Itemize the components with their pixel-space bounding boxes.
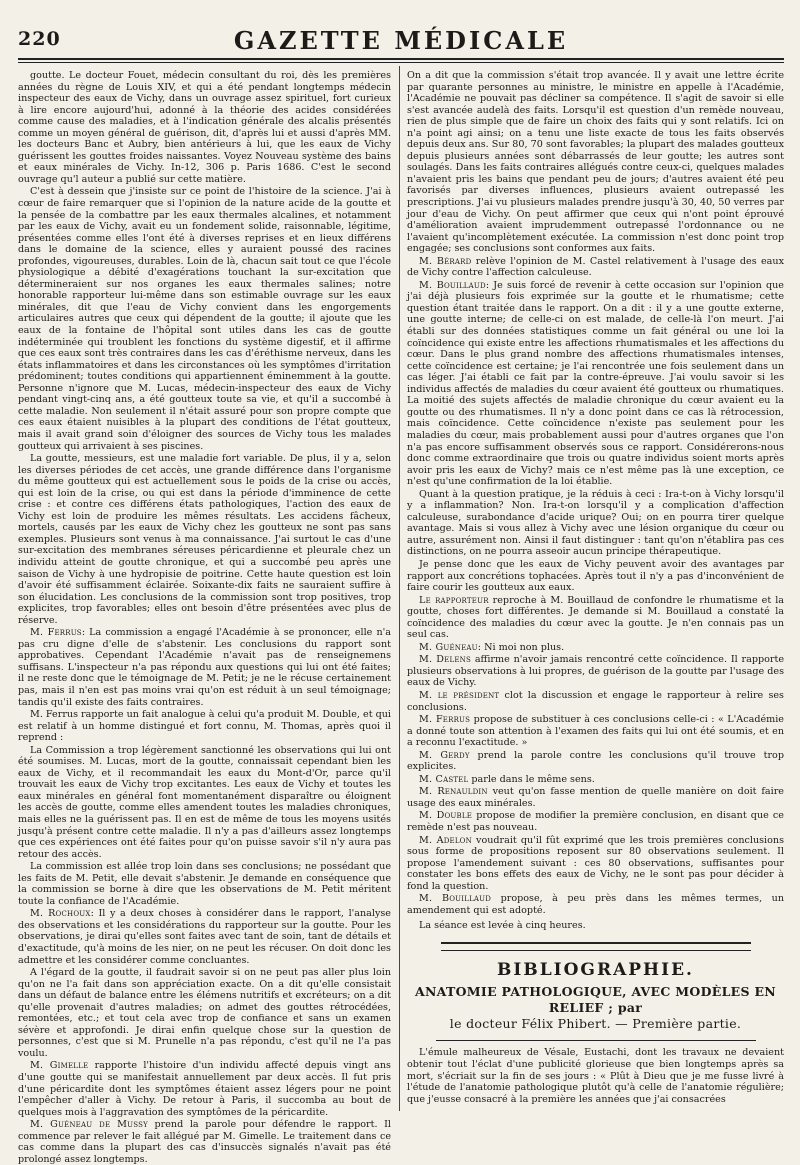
paragraph-president	[407, 690, 784, 713]
paragraph-adelon	[407, 835, 784, 893]
speaker-name: M. Double	[419, 810, 473, 822]
speech-text: clot la discussion et engage le rapporteur à relire ses conclusions.	[407, 689, 784, 713]
speaker-name: M. Guéneau	[419, 641, 478, 653]
session-closing: La séance est levée à cinq heures.	[419, 920, 586, 932]
bibliography-entry	[407, 984, 784, 1032]
paragraph-delens	[407, 654, 784, 689]
page-header	[18, 22, 784, 55]
paragraph-ferrus-1	[18, 627, 391, 708]
speaker-name: M. Guéneau de Mussy	[30, 1119, 148, 1131]
bibliography-rule	[436, 1040, 756, 1041]
paragraph-fouet: goutte. Le docteur Fouet, médecin consultant du roi, dès les premières années du règne de Louis XIV, et qui a été pendant longtemps médecin inspecteur des eaux de Vichy, dans un ouvrage assez spirituel, fort curieux à lire encore aujourd'hui, adonné à la théorie des acides considérées comme cause des maladies, et à l'indication générale des alcalis présentés comme un moyen général de guérison, dit, d'après lui et aussi d'après MM. les docteurs Banc et Aubry, bien antérieurs à lui, que les eaux de Vichy guérissent les gouttes froides naissantes. Voyez Nouveau système des bains et eaux minérales de Vichy. In-12, 306 p. Paris 1686. C'est le second ouvrage qu'l auteur a publié sur cette matière.	[18, 70, 391, 185]
bibliography-entry-author: le docteur Félix Phibert. — Première partie.	[449, 1016, 742, 1032]
paragraph-bouillaud-3: Je pense donc que les eaux de Vichy peuvent avoir des avantages par rapport aux concrétions tophacées. Après tout il n'y a pas d'inconvénient de faire courir les goutteux aux eaux.	[407, 558, 784, 594]
speaker-name: M. Gerdy	[419, 749, 470, 761]
section-separator	[441, 942, 751, 944]
speech-text: prend la parole contre les conclusions qu'il trouve trop explicites.	[407, 749, 784, 773]
paragraph-ferrus-3: La Commission a trop légèrement sanctionné les observations qui lui ont été soumises. M. Lucas, mort de la goutte, connaissait cependant bien les eaux de Vichy, et il recommandait les eaux du Mont-d'Or, parce qu'il trouvait les eaux de Vichy trop excitantes. Les eaux de Vichy et toutes les eaux minérales en général font momentanément disparaître ou éloignent les accès de goutte, comme elles amendent toutes les maladies chroniques, mais elles ne la guérissent pas. Il en est de même de tous les moyens usités jusqu'à présent contre cette maladie. Il n'y a pas d'ailleurs assez longtemps que ces expériences ont été faites pour qu'on puisse savoir s'il n'y aura pas retour des accès.	[18, 744, 391, 860]
speech-text: propose de modifier la première conclusion, en disant que ce remède n'est pas nouveau.	[407, 810, 784, 833]
speech-text: : La commission a engagé l'Académie à se prononcer, elle n'a pas cru digne d'elle de s'abstenir. Les conclusions du rapport sont approbatives. Cependant l'Académie n'avait pas de renseignemens suffisans. L'inspecteur n'a pas répondu aux questions qui lui ont été faites; il ne reste donc que le témoignage de M. Petit; je ne le récuse certainement pas, mais il n'en est pas moins vrai qu'on est réduit à un seul témoignage; tandis qu'il existe des faits contraires.	[18, 627, 391, 708]
paragraph-rapporteur	[407, 595, 784, 641]
speech-text: voudrait qu'il fût exprimé que les trois premières conclusions sous forme de propositions reposent sur 80 observations seulement. Il propose l'amendement suivant : ces 80 observations, suffisantes pour constater les bons effets des eaux de Vichy, ne le sont pas pour décider à fond la question.	[407, 834, 784, 892]
speaker-name: M. Renauldin	[419, 786, 488, 798]
journal-title: GAZETTE MÉDICALE	[233, 26, 569, 55]
speech-text: : Il y a deux choses à considérer dans le rapport, l'analyse des observations et les considérations du rapporteur sur la goutte. Pour les observations, je dirai qu'elles sont faites avec tant de soin, tant de détails et d'exactitude, qu'à moins de les nier, on ne peut les récuser. On doit donc les admettre et les considérer comme concluantes.	[18, 908, 391, 966]
speaker-name: M. Delens	[419, 654, 471, 666]
bibliography-heading: BIBLIOGRAPHIE.	[497, 959, 694, 980]
paragraph-bouillaud-4	[407, 893, 784, 916]
speaker-name: M. Gimelle	[30, 1060, 89, 1072]
paragraph-bouillaud-2: Quant à la question pratique, je la réduis à ceci : Ira-t-on à Vichy lorsqu'il y a inflammation? Non. Ira-t-on lorsqu'il y a complication d'affection calculeuse, surabondance d'acide urique? Oui; on en pourra tirer quelque avantage. Mais si vous allez à Vichy avec une lésion organique du cœur ou autre, assurément non. Ainsi il faut distinguer : tant qu'on n'établira pas ces distinctions, on ne pourra asseoir aucun principe thérapeutique.	[407, 488, 784, 558]
speaker-name: M. Ferrus	[30, 627, 82, 639]
paragraph-gerdy	[407, 750, 784, 773]
paragraph-berard	[407, 256, 784, 279]
speech-text: relève l'opinion de M. Castel relativement à l'usage des eaux de Vichy contre l'affection calculeuse.	[407, 255, 784, 279]
paragraph-gueneau-2	[407, 642, 784, 654]
right-column	[407, 70, 784, 1110]
page-number: 220	[18, 28, 61, 50]
paragraph-renauldin	[407, 786, 784, 809]
paragraph-goutte-variable: La goutte, messieurs, est une maladie fort variable. De plus, il y a, selon les diverses périodes de cet accès, une grande différence dans l'organisme du même goutteux qui est actuellement sous le poids de la crise ou accès, qui est loin de la crise, ou qui est dans la période d'imminence de cette crise : et contre ces différens états pathologiques, l'action des eaux de Vichy est loin de produire les mêmes résultats. Les accidens fâcheux, mortels, causés par les eaux de Vichy chez les goutteux ne sont pas sans exemples. Plusieurs sont venus à ma connaissance. J'ai surtout le cas d'une sur-excitation des membranes séreuses péricardienne et pleurale chez un individu atteint de goutte chronique, et qui a succombé peu après une saison de Vichy à une hydropisie de poitrine. Cette haute question est loin d'avoir été suffisamment éclairée. Soixante-dix faits ne sauraient suffire à son élucidation. Les conclusions de la commission sont trop positives, trop explicites, trop favorables; elles ont besoin d'être présentées avec plus de réserve.	[18, 453, 391, 626]
speech-text: prend la parole pour défendre le rapport. Il commence par relever le fait allégué par M. Gimelle. Le traitement dans ce cas comme dans la plupart des cas d'insuccès signalés n'avait pas été prolongé assez longtemps.	[18, 1119, 391, 1165]
speech-text: parle dans le même sens.	[471, 773, 595, 785]
paragraph-bibliography: L'émule malheureux de Vésale, Eustachi, dont les travaux ne devaient obtenir tout l'éclat d'une publicité glorieuse que bien longtemps après sa mort, s'écriait sur la fin de ses jours : « Plût à Dieu que je me fusse livré à l'étude de l'anatomie pathologique plutôt qu'à celle de l'anatomie régulière; que j'eusse consacré à la première les années que j'ai consacrées	[407, 1047, 784, 1105]
left-column	[18, 70, 391, 1165]
speech-text: : Je suis forcé de revenir à cette occasion sur l'opinion que j'ai déjà plusieurs fois exprimée sur la goutte et le rhumatisme; cette question étant traitée dans le rapport. On a dit : il y a une goutte externe, une goutte interne; de celle-ci on est malade, de celle-là l'on meurt. J'ai établi sur des données statistiques comme un fait général ou une loi la coïncidence qui existe entre les affections rhumatismales et les affections du cœur. Dans le plus grand nombre des affections rhumatismales intenses, cette coïncidence est certaine; je l'ai rencontrée une fois seulement dans un cas léger. J'ai établi ce fait par la contre-épreuve. J'ai voulu savoir si les individus affectés de maladies du cœur avaient été goutteux ou rhumatiques. La moitié des sujets affectés de maladie chronique du cœur avaient eu la goutte ou des rhumatismes. Il n'y a donc point dans ce cas là rétrocession, mais coïncidence. Cette coïncidence n'existe pas seulement pour les maladies du cœur, mais probablement aussi pour d'autres organes que l'on n'a pas encore suffisamment observés sous ce rapport. Considérerons-nous donc comme extraordinaire que trois ou quatre individus soient morts après avoir pris les eaux de Vichy? mais ce n'est même pas là une exception, ce n'est qu'une confirmation de la loi établie.	[407, 279, 784, 488]
speaker-name: M. Castel	[419, 773, 469, 785]
paragraph-commission: La commission est allée trop loin dans ses conclusions; ne possédant que les faits de M. Petit, elle devait s'abstenir. Je demande en conséquence que la commission se borne à dire que les observations de M. Petit méritent toute la confiance de l'Académie.	[18, 861, 391, 907]
speaker-name: M. le président	[419, 689, 500, 701]
speaker-name: Le rapporteur	[419, 594, 489, 606]
paragraph-ferrus-2: M. Ferrus rapporte un fait analogue à celui qu'a produit M. Double, et qui est relatif à un homme distingué et fort connu, M. Thomas, après quoi il reprend :	[18, 709, 391, 744]
paragraph-gueneau	[18, 1119, 391, 1165]
speaker-name: M. Ferrus	[419, 714, 471, 726]
section-separator-thin	[441, 950, 751, 951]
paragraph-bouillaud	[407, 280, 784, 488]
speech-text: : Ni moi non plus.	[477, 641, 565, 653]
speech-text: propose, à peu près dans les mêmes termes, un amendement qui est adopté.	[407, 893, 784, 916]
speaker-name: M. Bouillaud	[419, 279, 486, 291]
header-rule	[18, 58, 784, 63]
paragraph-insiste: C'est à dessein que j'insiste sur ce point de l'histoire de la science. J'ai à cœur de faire remarquer que si l'opinion de la nature acide de la goutte et la pensée de la combattre par les eaux thermales alcalines, et notamment par les eaux de Vichy, avait eu un fondement solide, raisonnable, légitime, présentées comme elles l'ont été à diverses reprises et en lieux différens dans le domaine de la science, elles y auraient poussé des racines profondes, vigoureuses, durables. Loin de là, chacun sait tout ce que l'école physiologique a débité d'exagérations touchant la sur-excitation que détermineraient sur nos organes les eaux thermales salines; notre honorable rapporteur lui-même dans son estimable ouvrage sur les eaux minérales, dit que l'eau de Vichy convient dans les engorgements articulaires autres que ceux qui dépendent de la goutte; il ajoute que les eaux de la fontaine de l'hôpital sont utiles dans les cas de goutte indéterminée qui troublent les fonctions du système digestif, et il affirme que ces eaux sont très contraires dans les cas d'éréthisme nerveux, dans les états inflammatoires et dans les circonstances où les symptômes d'irritation prédominent; toutes conditions qui appartiennent éminemment à la goutte. Personne n'ignore que M. Lucas, médecin-inspecteur des eaux de Vichy pendant vingt-cinq ans, a été goutteux toute sa vie, et qu'il a succombé à cette maladie. Non seulement il n'était assuré pour son propre compte que ces eaux étaient nuisibles à la plupart des conditions de l'état goutteux, mais il avait grand soin d'éloigner des sources de Vichy tous les malades goutteux qui arrivaient à ses piscines.	[18, 186, 391, 452]
speaker-name: M. Bouillaud	[419, 893, 492, 905]
paragraph-rochoux-2: A l'égard de la goutte, il faudrait savoir si on ne peut pas aller plus loin qu'on ne l'a fait dans son appréciation exacte. On a dit qu'elle consistait dans un défaut de balance entre les élémens nutritifs et excréteurs; on a dit qu'elle provenait d'autres maladies; on admet des gouttes rétrocédées, remontées, etc.; et tout cela avec trop de confiance et sans un examen sévère et approfondi. Je dirai enfin quelque chose sur la question de personnes, c'est que si M. Prunelle n'a pas répondu, c'est qu'il ne l'a pas voulu.	[18, 967, 391, 1059]
speech-text: propose de substituer à ces conclusions celle-ci : « L'Académie a donné toute son attention à l'examen des faits qui lui ont été soumis, et en a reconnu l'exactitude. »	[407, 714, 784, 749]
paragraph-double	[407, 810, 784, 833]
bibliography-entry-title: ANATOMIE PATHOLOGIQUE, AVEC MODÈLES EN RELIEF ; par	[414, 984, 777, 1016]
speaker-name: M. Rochoux	[30, 908, 91, 920]
paragraph-rochoux	[18, 908, 391, 966]
speaker-name: M. Adelon	[419, 834, 472, 846]
speech-text: affirme n'avoir jamais rencontré cette coïncidence. Il rapporte plusieurs observations à lui propres, de guérison de la goutte par l'usage des eaux de Vichy.	[407, 654, 785, 689]
paragraph-ferrus	[407, 714, 784, 749]
speech-text: rapporte l'histoire d'un individu affecté depuis vingt ans d'une goutte qui se manifestait annuellement par deux accès. Il fut pris d'une péricardite dont les symptômes étaient assez légers pour ne point l'empêcher d'aller à Vichy. De retour à Paris, il succomba au bout de quelques mois à l'aggravation des symptômes de la péricardite.	[18, 1060, 391, 1118]
paragraph-gimelle	[18, 1060, 391, 1118]
paragraph-continuation: On a dit que la commission s'était trop avancée. Il y avait une lettre écrite par quarante personnes au ministre, le ministre en appelle à l'Académie, l'Académie ne pouvait pas décliner sa compétence. Il s'agit de savoir si elle s'est avancée audelà des faits. Lorsqu'il est question d'un remède nouveau, rien de plus simple que de faire un choix des faits qui y sont relatifs. Ici on n'a point agi ainsi; on a tenu une liste exacte de tous les faits observés depuis deux ans. Sur 80, 70 sont favorables; la plupart des malades goutteux depuis plusieurs années sont débarrassés de leur goutte; les autres sont soulagés. Dans les faits contraires allégués contre ceux-ci, quelques malades n'avaient pris les bains que pendant peu de jours; d'autres avaient été peu favorisés par diverses influences, plusieurs avaient outrepassé les prescriptions. J'ai vu plusieurs malades prendre jusqu'à 30, 40, 50 verres par jour d'eau de Vichy. On peut affirmer que ceux qui n'ont point éprouvé d'amélioration avaient imprudemment outrepassé l'ordonnance ou ne l'avaient qu'incomplètement exécutée. La commission n'est donc point trop engagée; ses conclusions sont conformes aux faits.	[407, 70, 784, 255]
speech-text: veut qu'on fasse mention de quelle manière on doit faire usage des eaux minérales.	[407, 786, 784, 809]
column-divider	[399, 66, 400, 1111]
paragraph-castel	[407, 774, 784, 786]
speaker-name: M. Bérard	[419, 255, 472, 267]
speech-text: reproche à M. Bouillaud de confondre le rhumatisme et la goutte, choses fort différentes. Je demande si M. Bouillaud a constaté la coïncidence des maladies du cœur avec la goutte. Je n'en connais pas un seul cas.	[407, 594, 784, 641]
